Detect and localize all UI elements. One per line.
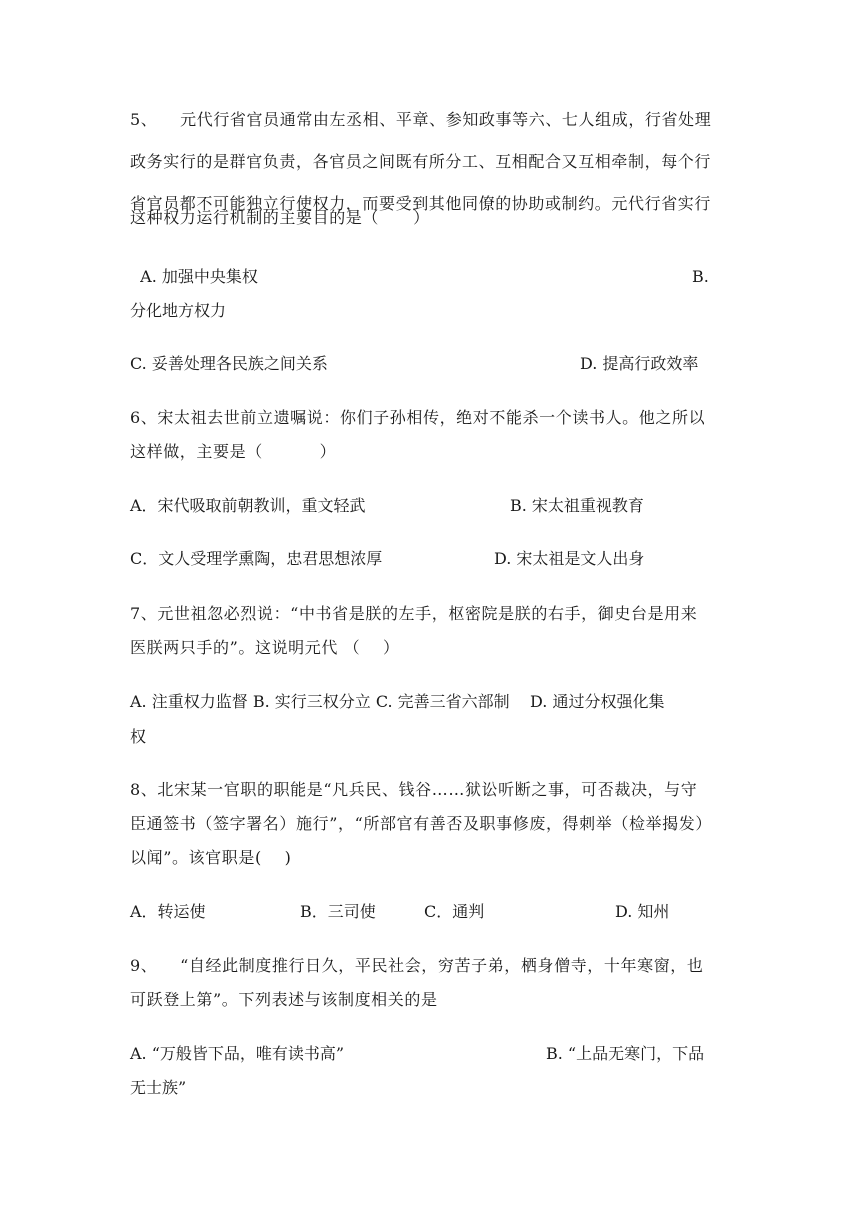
question-stem-line: 以闻”。该官职是( ) [130,848,292,867]
question-stem-line: 政务实行的是群官负责，各官员之间既有所分工、互相配合又互相牵制，每个行 [130,152,712,171]
question-stem-line: 省官员都不可能独立行使权力，而要受到其他同僚的协助或制约。元代行省实行 [130,194,712,213]
option-b: B. [692,267,709,286]
option-c: C．通判 [424,902,485,921]
option-b: B．三司使 [300,902,376,921]
option-b-wrap: 无士族” [130,1078,187,1097]
option-d: D. 宋太祖是文人出身 [494,549,645,568]
option-a: A．转运使 [130,902,206,921]
option-b: B. 宋太祖重视教育 [510,496,644,515]
option-b-text: 分化地方权力 [130,301,227,320]
question-stem-line: 8、北宋某一官职的职能是“凡兵民、钱谷……狱讼听断之事，可否裁决，与守 [130,780,698,799]
question-stem-line: 这种权力运行机制的主要目的是（ ） [130,208,430,227]
option-a: A．宋代吸取前朝教训，重文轻武 [130,496,366,515]
option-d: D. 知州 [615,902,670,921]
question-stem-line: 这样做，主要是（ ） [130,442,337,461]
question-stem-line: 9、 “自经此制度推行日久，平民社会，穷苦子弟，栖身僧寺，十年寒窗，也 [130,956,704,975]
question-stem-line: 可跃登上第”。下列表述与该制度相关的是 [130,990,438,1009]
options-row: A. 注重权力监督 B. 实行三权分立 C. 完善三省六部制 D. 通过分权强化集 [130,692,665,711]
question-stem-line: 臣通签书（签字署名）施行”，“所部官有善否及职事修废，得刺举（检举揭发） [130,814,712,833]
option-a: A. 加强中央集权 [130,267,258,286]
option-a: A. “万般皆下品，唯有读书高” [130,1044,345,1063]
question-stem-line: 6、宋太祖去世前立遗嘱说：你们子孙相传，绝对不能杀一个读书人。他之所以 [130,408,706,427]
option-d-wrap: 权 [130,727,147,746]
option-b: B. “上品无寒门，下品 [546,1044,705,1063]
question-stem-line: 医朕两只手的”。这说明元代 （ ） [130,638,400,657]
question-stem-line: 7、元世祖忽必烈说：“中书省是朕的左手，枢密院是朕的右手，御史台是用来 [130,604,698,623]
option-c: C. 妥善处理各民族之间关系 [130,354,328,373]
option-c: C．文人受理学熏陶，忠君思想浓厚 [130,549,383,568]
option-d: D. 提高行政效率 [580,354,699,373]
question-stem-line: 5、 元代行省官员通常由左丞相、平章、参知政事等六、七人组成，行省处理 [130,110,712,129]
